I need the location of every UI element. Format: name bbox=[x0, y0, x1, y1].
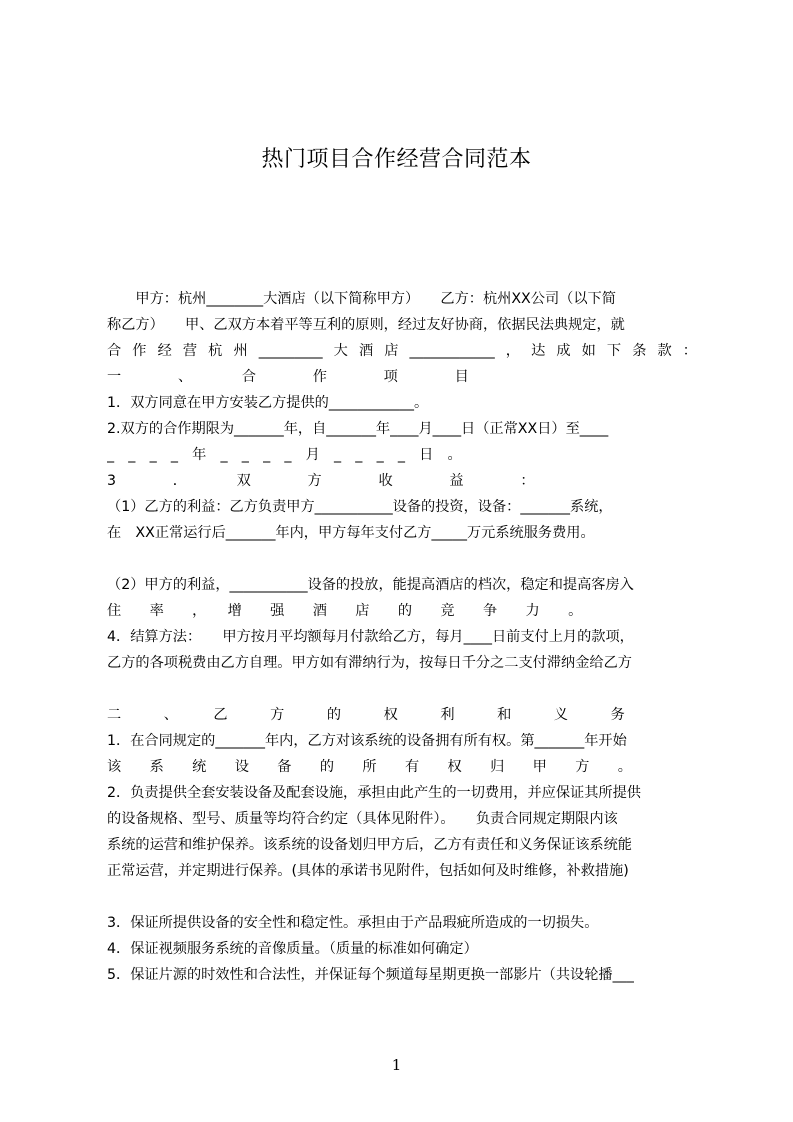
clause-line: 2．负责提供全套安装设备及配套设施，承担由此产生的一切费用，并应保证其所提供 bbox=[107, 785, 641, 801]
clause-line: 5．保证片源的时效性和合法性，并保证每个频道每星期更换一部影片（共设轮播___ bbox=[107, 967, 634, 983]
section-heading-cooperation: 一 、 合 作 项 目 bbox=[107, 369, 469, 385]
clause-heading-benefits: 3 ． 双 方 收 益 ： bbox=[107, 473, 535, 489]
clause-line: 在 XX正常运行后_______年内，甲方每年支付乙方_____万元系统服务费用。 bbox=[107, 525, 595, 541]
blank-line bbox=[107, 546, 697, 572]
section-heading-rights: 二 、 乙 方 的 权 利 和 义 务 bbox=[107, 707, 625, 723]
page-number: 1 bbox=[391, 1056, 402, 1074]
clause-line: 系统的运营和维护保养。该系统的设备划归甲方后，乙方有责任和义务保证该系统能 bbox=[107, 837, 632, 853]
clause-line: _ _ _ _ 年 _ _ _ _ 月 _ _ _ _ 日 。 bbox=[107, 447, 462, 463]
clause-line: （2）甲方的利益，___________设备的投放，能提高酒店的档次，稳定和提高客房入 bbox=[107, 577, 634, 593]
clause-line: （1）乙方的利益：乙方负责甲方___________设备的投资，设备：_______系统， bbox=[107, 499, 613, 515]
clause-line: 1．在合同规定的_______年内，乙方对该系统的设备拥有所有权。第_______年开始 bbox=[107, 733, 627, 749]
clause-line: 3．保证所提供设备的安全性和稳定性。承担由于产品瑕疵所造成的一切损失。 bbox=[107, 915, 599, 931]
clause-line: 的设备规格、型号、质量等均符合约定（具体见附件）。 负责合同规定期限内该 bbox=[107, 811, 618, 827]
contract-body bbox=[107, 286, 697, 988]
clause-line: 正常运营，并定期进行保养。(具体的承诺书见附件，包括如何及时维修，补救措施) bbox=[107, 863, 629, 879]
clause-line: 1．双方同意在甲方安装乙方提供的____________。 bbox=[107, 395, 429, 411]
clause-line: 2.双方的合作期限为_______年，自_______年____月____日（正常XX日）至____ bbox=[107, 421, 609, 437]
party-line: 甲方：杭州________大酒店（以下简称甲方） 乙方：杭州XX公司（以下简 bbox=[107, 291, 616, 307]
clause-line: 4．结算方法： 甲方按月平均额每月付款给乙方，每月____日前支付上月的款项， bbox=[107, 629, 634, 645]
document-title: 热门项目合作经营合同范本 bbox=[261, 147, 532, 172]
blank-line bbox=[107, 884, 697, 910]
clause-line: 4．保证视频服务系统的音像质量。（质量的标准如何确定） bbox=[107, 941, 478, 957]
clause-line: 乙方的各项税费由乙方自理。甲方如有滞纳行为，按每日千分之二支付滞纳金给乙方 bbox=[107, 655, 632, 671]
clause-line: 该 系 统 设 备 的 所 有 权 归 甲 方 。 bbox=[107, 759, 632, 775]
preamble-line: 合作经营杭州_________大酒店____________，达成如下条款： bbox=[107, 343, 697, 359]
preamble-line: 称乙方） 甲、乙双方本着平等互利的原则，经过友好协商，依据民法典规定，就 bbox=[107, 317, 625, 333]
clause-line: 住 率 ， 增 强 酒 店 的 竞 争 力 。 bbox=[107, 603, 583, 619]
blank-line bbox=[107, 676, 697, 702]
